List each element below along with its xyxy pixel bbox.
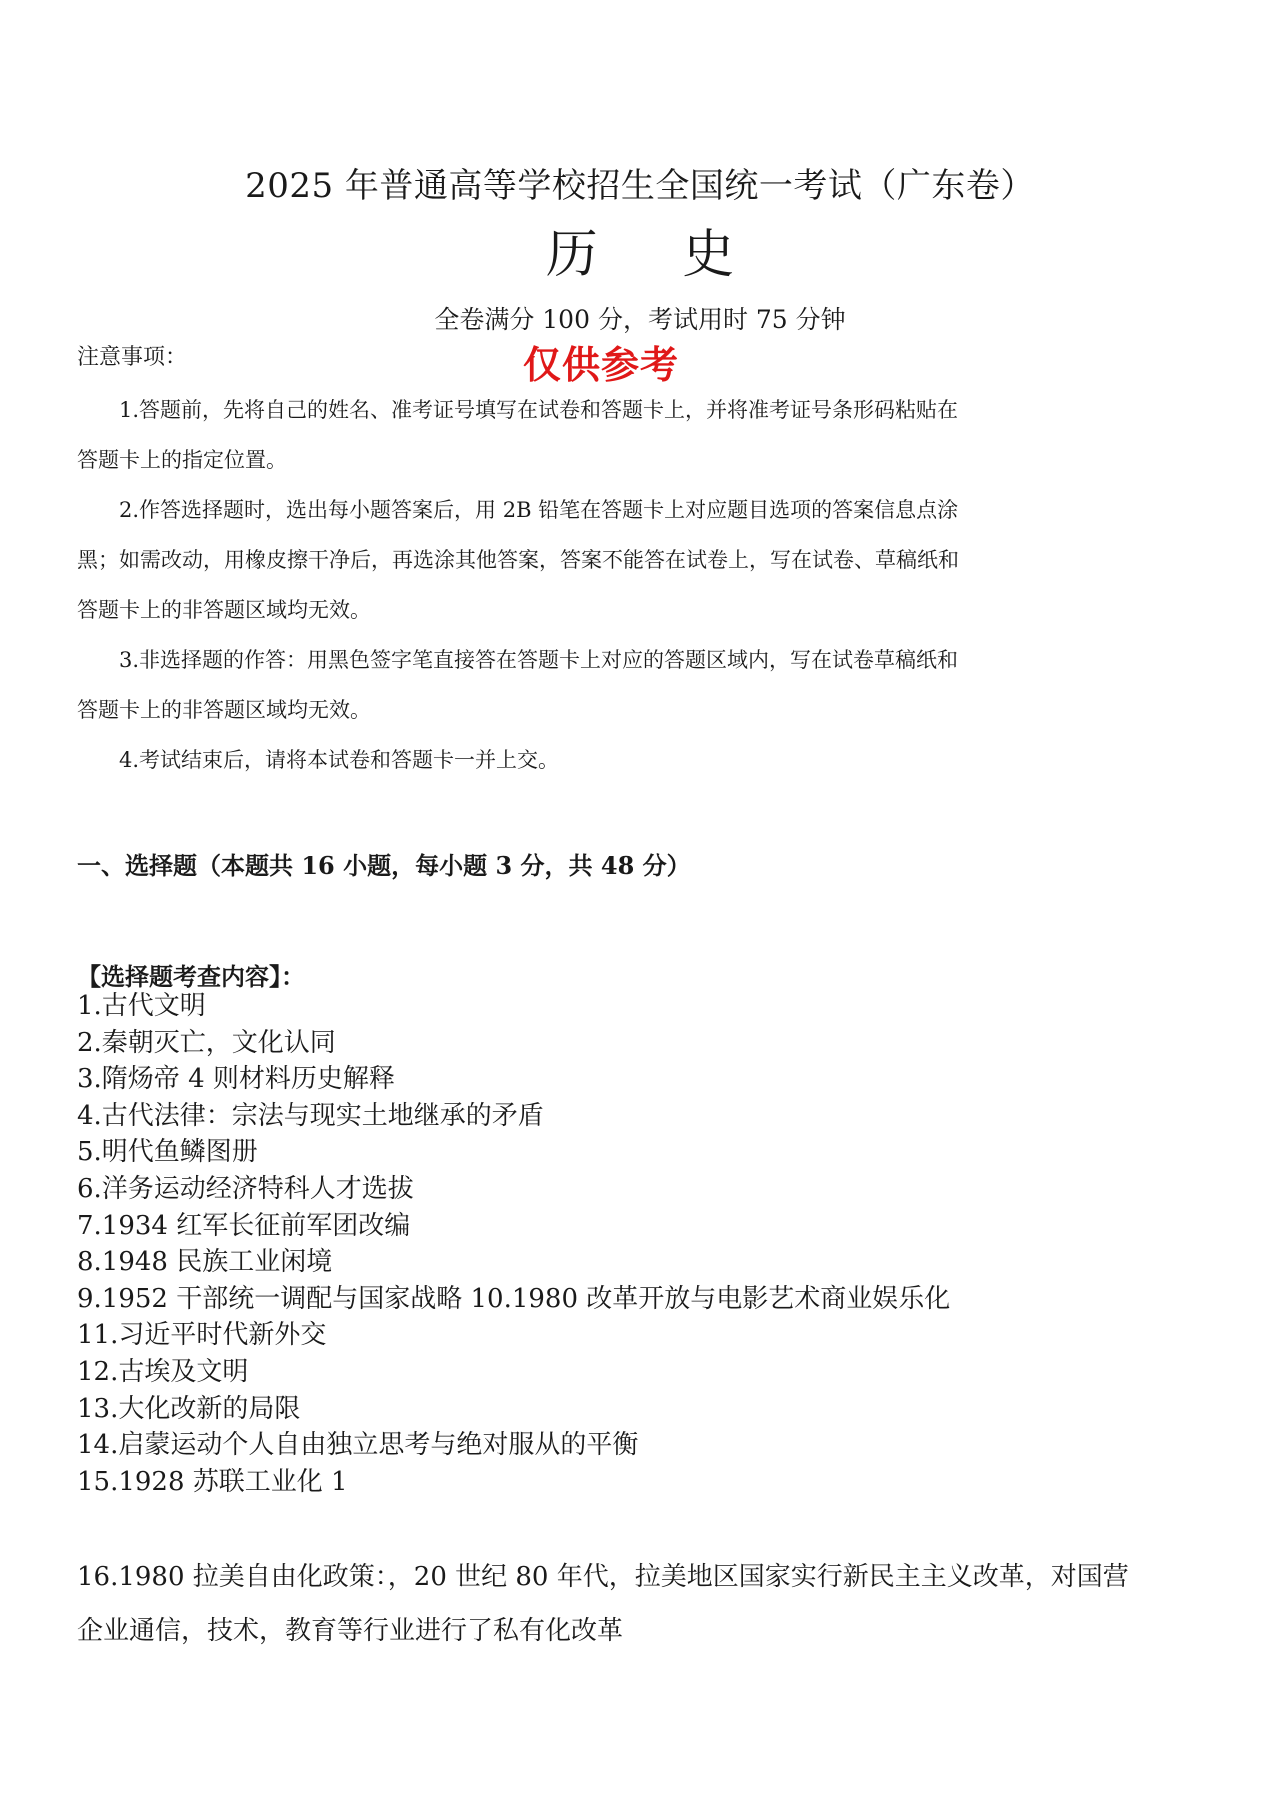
topic-16-line: 16.1980 拉美自由化政策：，20 世纪 80 年代，拉美地区国家实行新民主主义改革，对国营 xyxy=(77,1562,1129,1592)
list-item: 11.习近平时代新外交 xyxy=(77,1320,327,1351)
score-info: 全卷满分 100 分，考试用时 75 分钟 xyxy=(434,305,846,334)
exam-title: 2025 年普通高等学校招生全国统一考试（广东卷） xyxy=(245,166,1035,206)
notice-line: 答题卡上的非答题区域均无效。 xyxy=(77,598,371,622)
list-item: 3.隋炀帝 4 则材料历史解释 xyxy=(77,1064,395,1095)
notice-heading: 注意事项： xyxy=(77,345,188,370)
list-item: 2.秦朝灭亡，文化认同 xyxy=(77,1027,336,1058)
notice-line: 4.考试结束后，请将本试卷和答题卡一并上交。 xyxy=(119,748,560,772)
list-item: 12.古埃及文明 xyxy=(77,1356,249,1387)
list-item: 4.古代法律：宗法与现实土地继承的矛盾 xyxy=(77,1100,544,1131)
list-item: 9.1952 干部统一调配与国家战略 10.1980 改革开放与电影艺术商业娱乐化 xyxy=(77,1283,951,1314)
topics-heading: 【选择题考查内容】： xyxy=(77,962,305,991)
list-item: 13.大化改新的局限 xyxy=(77,1393,301,1424)
notice-line: 3.非选择题的作答：用黑色签字笔直接答在答题卡上对应的答题区域内，写在试卷草稿纸和 xyxy=(119,648,959,672)
list-item: 1.古代文明 xyxy=(77,991,206,1021)
subject-title: 历 史 xyxy=(545,225,769,285)
notice-line: 答题卡上的非答题区域均无效。 xyxy=(77,698,371,722)
list-item: 5.明代鱼鳞图册 xyxy=(77,1137,258,1168)
notice-line: 2.作答选择题时，选出每小题答案后，用 2B 铅笔在答题卡上对应题目选项的答案信息点涂 xyxy=(119,498,959,522)
topic-list xyxy=(77,988,950,1500)
topic-16-line: 企业通信，技术，教育等行业进行了私有化改革 xyxy=(77,1616,624,1646)
list-item: 6.洋务运动经济特科人才选拔 xyxy=(77,1173,414,1204)
notice-line: 1.答题前，先将自己的姓名、准考证号填写在试卷和答题卡上，并将准考证号条形码粘贴在 xyxy=(119,398,959,422)
reference-only-watermark: 仅供参考 xyxy=(523,343,680,387)
list-item: 8.1948 民族工业闲境 xyxy=(77,1247,333,1278)
list-item: 14.启蒙运动个人自由独立思考与绝对服从的平衡 xyxy=(77,1430,639,1461)
notice-line: 黑；如需改动，用橡皮擦干净后，再选涂其他答案，答案不能答在试卷上，写在试卷、草稿纸和 xyxy=(77,548,959,572)
notice-line: 答题卡上的指定位置。 xyxy=(77,448,287,472)
list-item: 15.1928 苏联工业化 1 xyxy=(77,1466,348,1497)
list-item: 7.1934 红军长征前军团改编 xyxy=(77,1210,411,1241)
section-heading: 一、选择题（本题共 16 小题，每小题 3 分，共 48 分） xyxy=(77,851,691,880)
